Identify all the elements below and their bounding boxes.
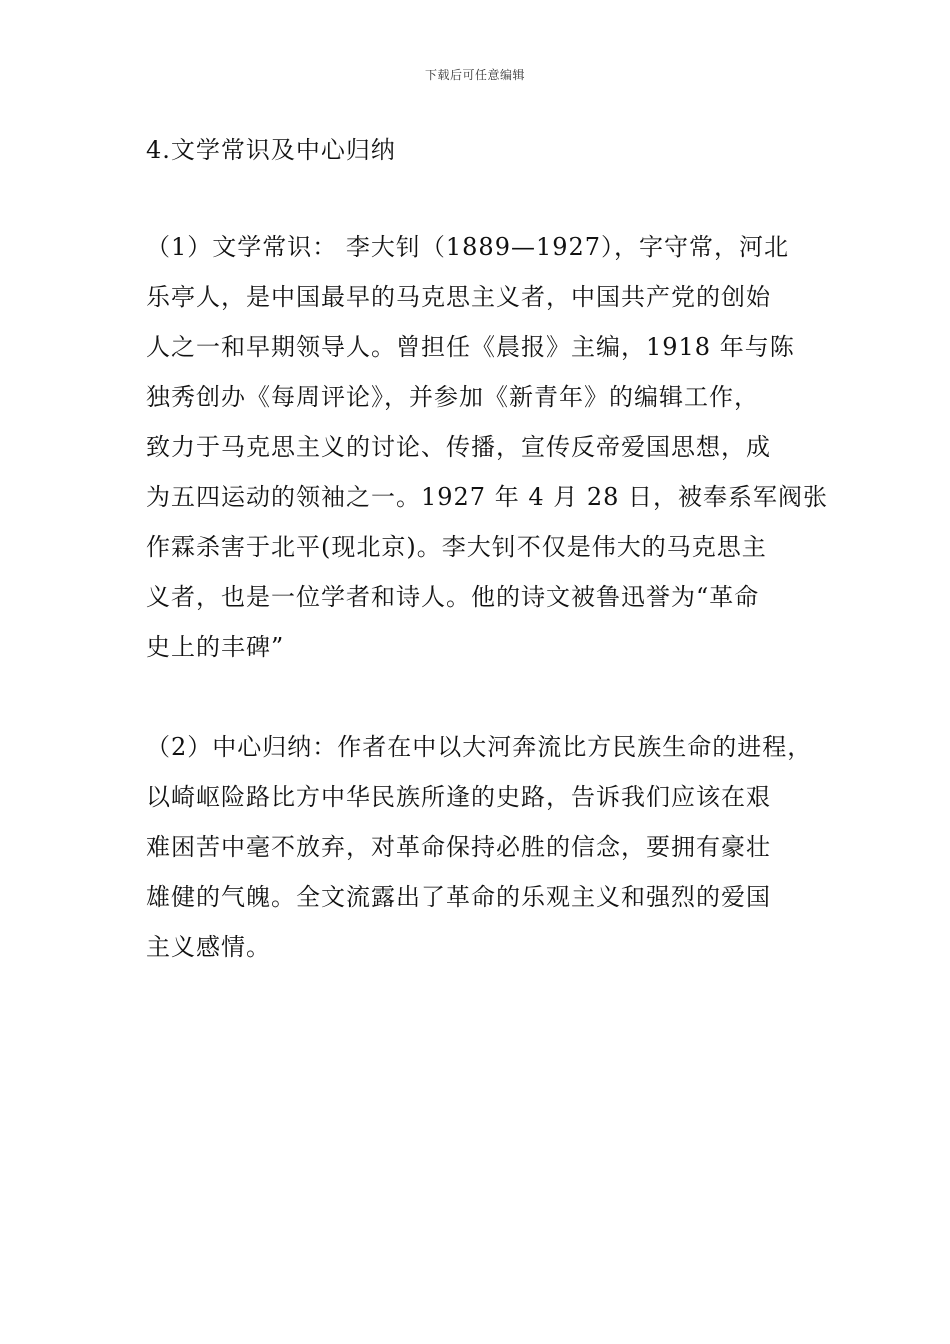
paragraph-line: 致力于马克思主义的讨论、传播，宣传反帝爱国思想，成 [146, 433, 771, 461]
paragraph-line: （1）文学常识： 李大钊（1889—1927），字守常，河北 [146, 233, 790, 261]
paragraph-line: 雄健的气魄。全文流露出了革命的乐观主义和强烈的爱国 [146, 883, 771, 911]
paragraph-line: 独秀创办《每周评论》，并参加《新青年》的编辑工作， [146, 383, 759, 411]
paragraph-line: 乐亭人，是中国最早的马克思主义者，中国共产党的创始 [146, 283, 771, 311]
paragraph-line: 主义感情。 [146, 933, 271, 961]
paragraph-line: 难困苦中毫不放弃，对革命保持必胜的信念，要拥有豪壮 [146, 833, 771, 861]
paragraph-line: 作霖杀害于北平(现北京)。李大钊不仅是伟大的马克思主 [146, 533, 767, 561]
paragraph-line: （2）中心归纳：作者在中以大河奔流比方民族生命的进程， [146, 733, 813, 761]
paragraph-line: 为五四运动的领袖之一。1927 年 4 月 28 日，被奉系军阀张 [146, 483, 829, 511]
paragraph-line: 史上的丰碑” [146, 633, 285, 661]
literary-knowledge-paragraph [146, 222, 836, 672]
paragraph-line: 以崎岖险路比方中华民族所逢的史路，告诉我们应该在艰 [146, 783, 771, 811]
section-heading: 4.文学常识及中心归纳 [146, 136, 396, 164]
central-summary-paragraph [146, 722, 836, 972]
paragraph-line: 人之一和早期领导人。曾担任《晨报》主编，1918 年与陈 [146, 333, 795, 361]
header-note: 下载后可任意编辑 [424, 68, 525, 82]
paragraph-line: 义者，也是一位学者和诗人。他的诗文被鲁迅誉为“革命 [146, 583, 760, 611]
